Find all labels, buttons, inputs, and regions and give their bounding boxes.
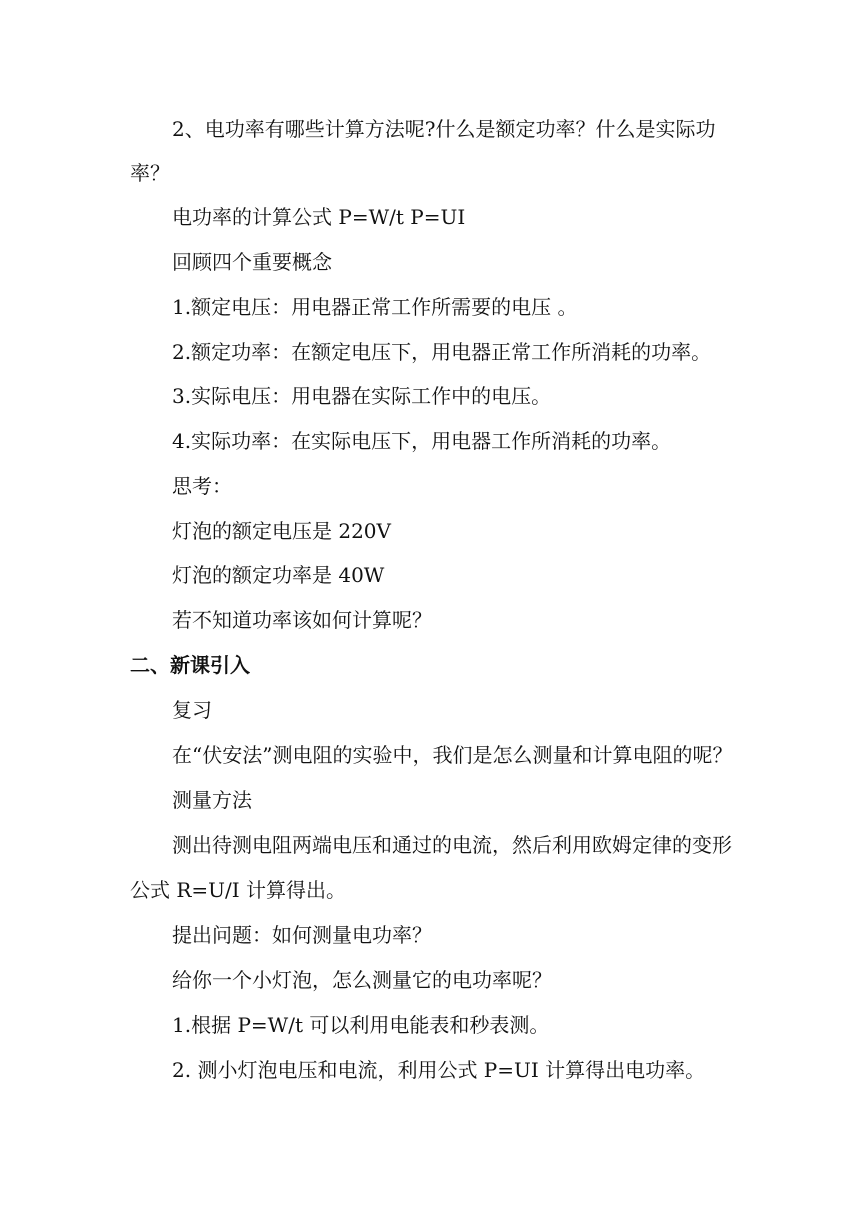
question-line-1: 2、电功率有哪些计算方法呢?什么是额定功率？什么是实际功	[172, 117, 716, 141]
bulb-question: 给你一个小灯泡，怎么测量它的电功率呢？	[172, 968, 552, 992]
concept-item-1: 1.额定电压：用电器正常工作所需要的电压 。	[172, 295, 578, 319]
review-question: 在“伏安法”测电阻的实验中，我们是怎么测量和计算电阻的呢？	[172, 743, 733, 767]
concept-item-3: 3.实际电压：用电器在实际工作中的电压。	[172, 384, 552, 408]
rated-voltage-line: 灯泡的额定电压是 220V	[172, 519, 391, 543]
method-text-1: 测出待测电阻两端电压和通过的电流，然后利用欧姆定律的变形	[172, 833, 732, 857]
think-question: 若不知道功率该如何计算呢？	[172, 608, 432, 632]
method-label: 测量方法	[172, 788, 252, 812]
review-title: 回顾四个重要概念	[172, 250, 332, 274]
concept-item-2: 2.额定功率：在额定电压下，用电器正常工作所消耗的功率。	[172, 340, 712, 364]
problem-question: 提出问题：如何测量电功率？	[172, 923, 432, 947]
method-text-2: 公式 R=U/I 计算得出。	[130, 878, 347, 902]
question-line-2: 率？	[130, 161, 170, 185]
answer-item-2: 2. 测小灯泡电压和电流，利用公式 P=UI 计算得出电功率。	[172, 1058, 706, 1082]
review-label: 复习	[172, 698, 212, 722]
think-label: 思考：	[172, 474, 232, 498]
rated-power-line: 灯泡的额定功率是 40W	[172, 563, 385, 587]
formula-line: 电功率的计算公式 P=W/t P=UI	[172, 205, 466, 229]
concept-item-4: 4.实际功率：在实际电压下，用电器工作所消耗的功率。	[172, 429, 672, 453]
section-heading: 二、新课引入	[130, 653, 250, 677]
answer-item-1: 1.根据 P=W/t 可以利用电能表和秒表测。	[172, 1013, 550, 1037]
